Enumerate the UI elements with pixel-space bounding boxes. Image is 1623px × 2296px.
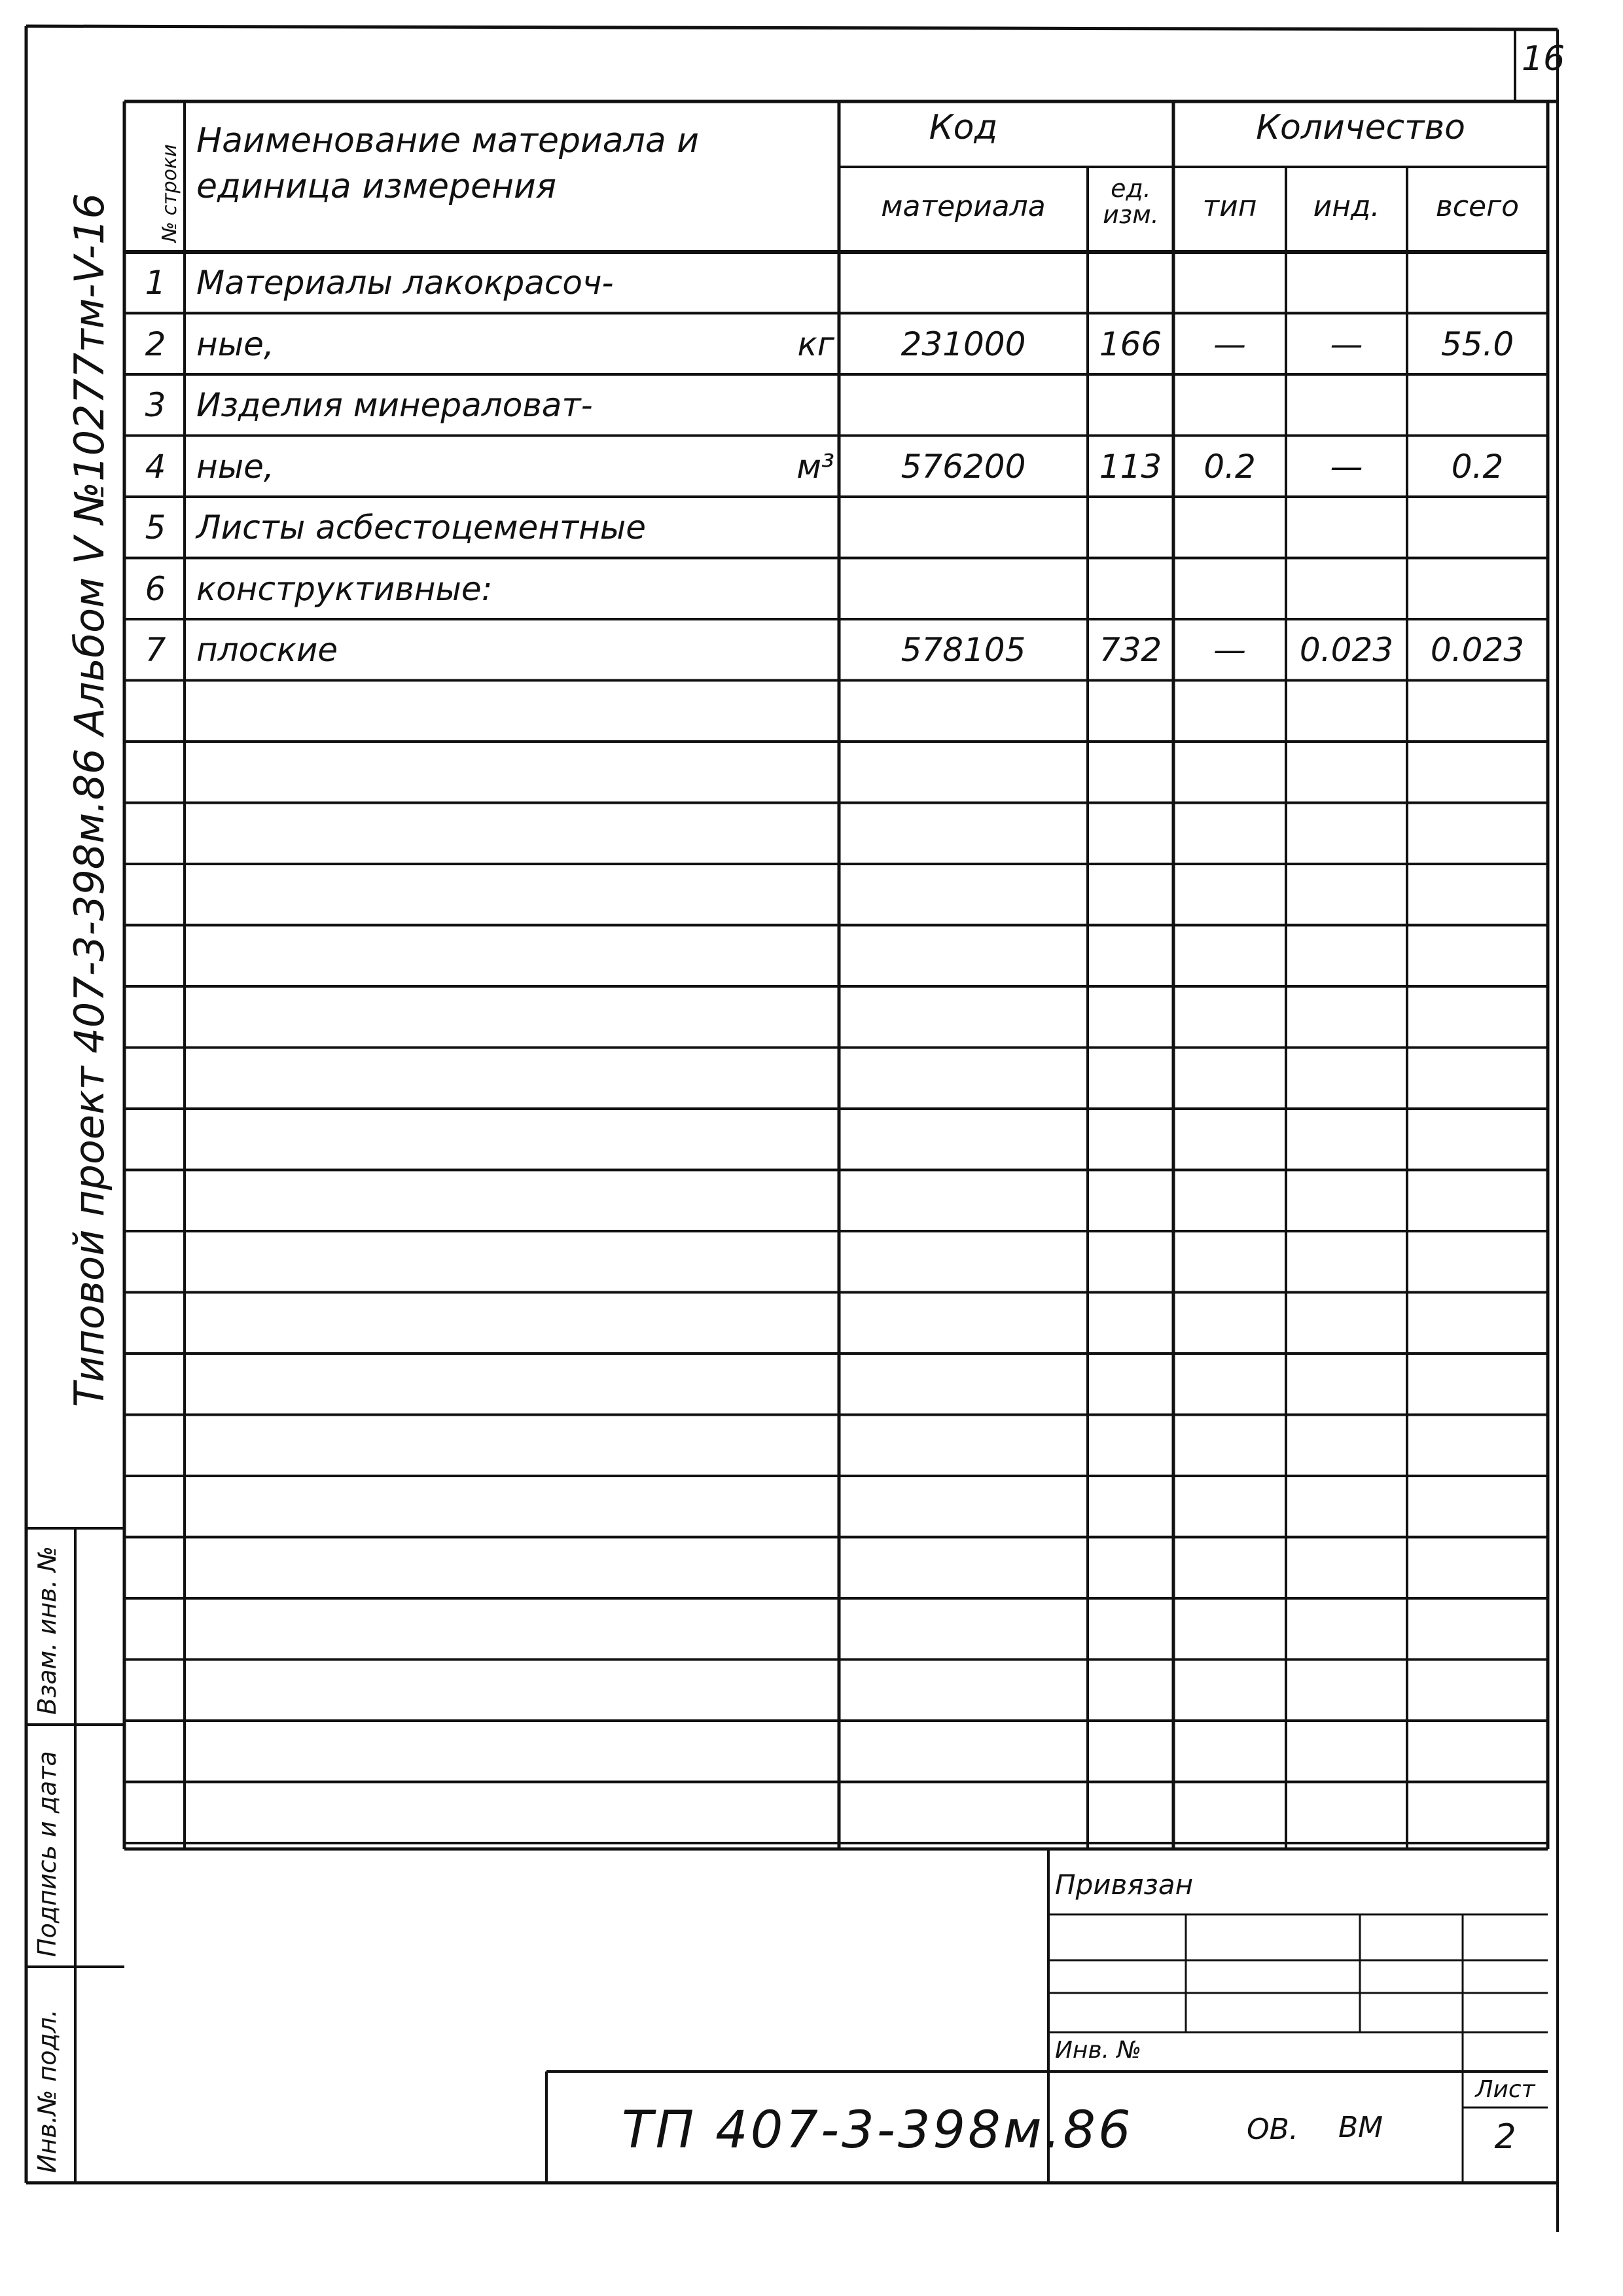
row-number: 2 [145,325,166,363]
row-qty-total: 0.2 [1451,447,1504,486]
margin-vzam-inv: Взам. инв. № [33,1545,62,1715]
stamp-doc-section: ВМ [1338,2111,1383,2144]
row-qty-type: — [1213,325,1246,363]
stamp-sheet-label: Лист [1475,2076,1535,2103]
row-qty-type: — [1213,631,1246,669]
row-unit-code: 166 [1099,325,1162,363]
side-caption: Типовой проект 407-3-398м.86 Альбом V №10277тм-V-16 [65,193,113,1407]
row-number: 7 [145,631,166,669]
row-material-code: 231000 [901,325,1026,363]
row-unit: м³ [796,447,834,486]
header-code-unit: ед. изм. [1103,174,1159,229]
row-name: Листы асбестоцементные [196,509,647,547]
row-qty-ind: 0.023 [1299,631,1394,669]
row-name: Материалы лакокрасоч- [196,264,614,302]
row-name: конструктивные: [196,569,493,608]
row-number: 3 [145,386,166,424]
row-unit: кг [797,325,834,363]
margin-sign-date: Подпись и дата [33,1751,62,1957]
row-number: 6 [145,569,166,608]
header-name [196,118,825,209]
header-qty-total: всего [1435,190,1520,223]
row-qty-ind: — [1330,447,1363,486]
stamp-doc-code: ТП 407-3-398м.86 [622,2101,1133,2160]
row-qty-total: 55.0 [1440,325,1514,363]
row-qty-ind: — [1330,325,1363,363]
margin-inv-podl: Инв.№ подл. [33,2009,62,2173]
row-unit-code: 113 [1099,447,1162,486]
row-name: ные, [196,325,274,363]
stamp-sheet-number: 2 [1494,2117,1516,2157]
row-unit-code: 732 [1099,631,1162,669]
stamp-inv-label: Инв. № [1055,2037,1142,2064]
row-number: 5 [145,509,166,547]
header-code: Код [929,108,998,147]
header-qty-ind: инд. [1313,190,1380,223]
row-name: Изделия минераловат- [196,386,593,424]
row-name: ные, [196,447,274,486]
stamp-doc-mark: ОВ. [1247,2113,1298,2146]
row-material-code: 576200 [901,447,1026,486]
header-code-material: материала [881,190,1046,223]
page-number: 16 [1522,39,1565,79]
header-quantity: Количество [1256,108,1465,147]
row-name: плоские [196,631,338,669]
row-number: 1 [145,264,166,302]
row-qty-total: 0.023 [1430,631,1525,669]
row-material-code: 578105 [901,631,1026,669]
header-qty-type: тип [1202,190,1257,223]
row-number: 4 [145,447,166,486]
row-qty-type: 0.2 [1204,447,1256,486]
stamp-bound-label: Привязан [1055,1869,1194,1901]
header-name-text: Наименование материала и единица измерения [196,121,700,206]
header-row-number: № строки [158,144,181,242]
